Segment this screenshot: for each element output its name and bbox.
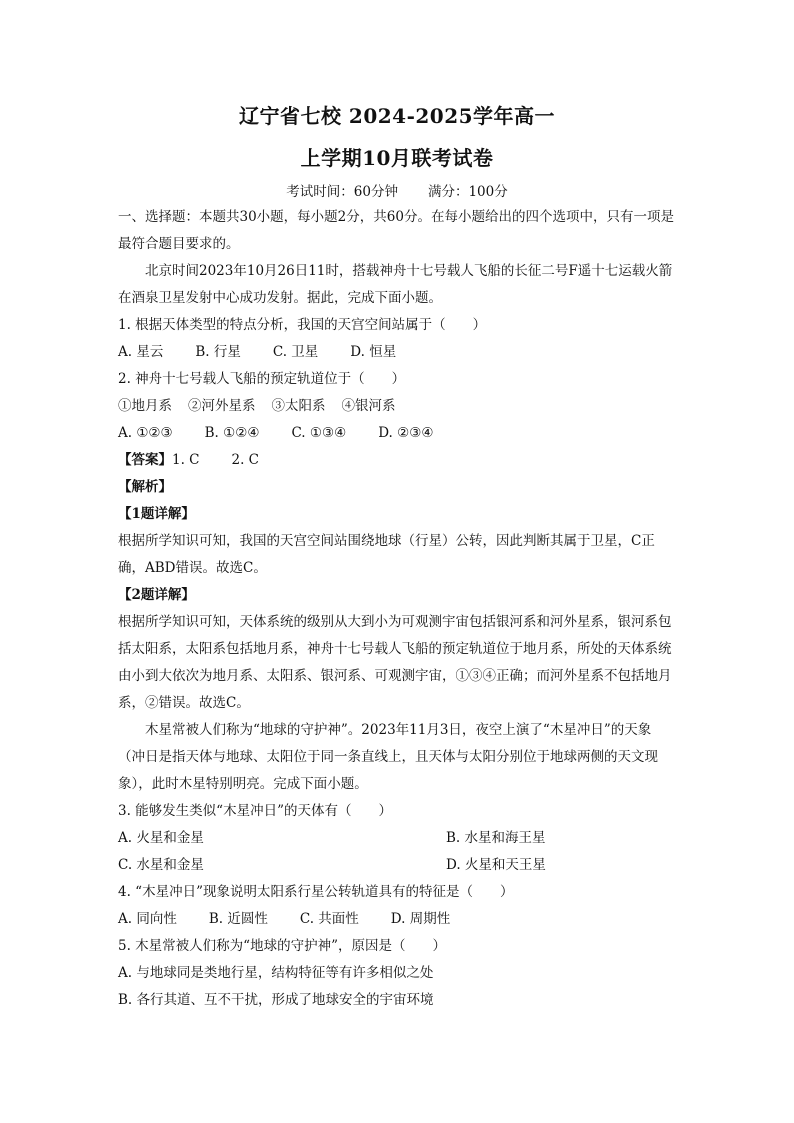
material-1: 北京时间2023年10月26日11时，搭载神舟十七号载人飞船的长征二号F遥十七运载火箭在酒泉卫星发射中心成功发射。据此，完成下面小题。	[118, 263, 673, 306]
option-5b: B. 各行其道、互不干扰，形成了地球安全的宇宙环境	[118, 992, 434, 1008]
question-3-stem: 3. 能够发生类似“木星冲日”的天体有（ ）	[118, 803, 392, 819]
exam-title-line2: 上学期10月联考试卷	[300, 146, 494, 170]
option-4d: D. 周期性	[390, 911, 451, 927]
option-2c: C. ①③④	[291, 425, 347, 441]
question-1-stem: 1. 根据天体类型的特点分析，我国的天宫空间站属于（ ）	[118, 317, 487, 333]
option-4c: C. 共面性	[299, 911, 359, 927]
question-5-stem: 5. 木星常被人们称为“地球的守护神”，原因是（ ）	[118, 938, 446, 954]
exam-info	[0, 180, 794, 200]
exam-title-line1: 辽宁省七校 2024-2025学年高一	[238, 104, 556, 128]
option-3d: D. 火星和天王星	[446, 857, 546, 873]
option-4a: A. 同向性	[118, 911, 177, 927]
exam-time: 考试时间：60分钟	[286, 184, 398, 200]
option-5a: A. 与地球同是类地行星，结构特征等有许多相似之处	[118, 965, 434, 981]
option-1c: C. 卫星	[272, 344, 319, 360]
answer-1: 1. C	[172, 452, 200, 468]
option-1b: B. 行星	[195, 344, 241, 360]
detail-2-label: 【2题详解】	[118, 587, 195, 603]
option-1a: A. 星云	[118, 344, 164, 360]
material-2: 木星常被人们称为“地球的守护神”。2023年11月3日，夜空上演了“木星冲日”的天象（冲日是指天体与地球、太阳位于同一条直线上，且天体与太阳分别位于地球两侧的天文现象），此时木星特别明亮。完成下面小题。	[118, 722, 658, 792]
option-3b: B. 水星和海王星	[446, 830, 546, 846]
option-3c: C. 水星和金星	[118, 857, 204, 873]
option-2a: A. ①②③	[118, 425, 173, 441]
item-1: ①地月系	[118, 398, 172, 414]
question-2-options	[118, 420, 674, 447]
item-4: ④银河系	[341, 398, 396, 414]
question-4-options	[118, 906, 674, 933]
analysis-label: 【解析】	[118, 479, 172, 495]
option-1d: D. 恒星	[350, 344, 397, 360]
question-3-options-row2	[118, 852, 674, 879]
option-2d: D. ②③④	[378, 425, 434, 441]
detail-2-text: 根据所学知识可知，天体系统的级别从大到小为可观测宇宙包括银河系和河外星系，银河系包括太阳系，太阳系包括地月系，神舟十七号载人飞船的预定轨道位于地月系，所处的天体系统由小到大依次为地月系、太阳系、银河系、可观测宇宙，①③④正确；而河外星系不包括地月系，②错误。故选C。	[118, 614, 672, 711]
answer-label: 【答案】	[118, 452, 172, 468]
detail-1-text: 根据所学知识可知，我国的天宫空间站围绕地球（行星）公转，因此判断其属于卫星，C正确，ABD错误。故选C。	[118, 533, 655, 576]
option-2b: B. ①②④	[204, 425, 260, 441]
exam-body	[118, 204, 674, 1014]
option-3a: A. 火星和金星	[118, 830, 204, 846]
detail-1-label: 【1题详解】	[118, 506, 195, 522]
full-score: 满分：100分	[427, 184, 508, 200]
question-2-items	[118, 393, 674, 420]
question-2-stem: 2. 神舟十七号载人飞船的预定轨道位于（ ）	[118, 371, 406, 387]
question-1-options	[118, 339, 674, 366]
section-heading: 一、选择题：本题共30小题，每小题2分，共60分。在每小题给出的四个选项中，只有一项是最符合题目要求的。	[118, 209, 674, 252]
answer-line	[118, 447, 674, 474]
answer-2: 2. C	[231, 452, 260, 468]
question-4-stem: 4. “木星冲日”现象说明太阳系行星公转轨道具有的特征是（ ）	[118, 884, 514, 900]
option-4b: B. 近圆性	[208, 911, 268, 927]
item-2: ②河外星系	[188, 398, 256, 414]
item-3: ③太阳系	[271, 398, 326, 414]
question-3-options-row1	[118, 825, 674, 852]
